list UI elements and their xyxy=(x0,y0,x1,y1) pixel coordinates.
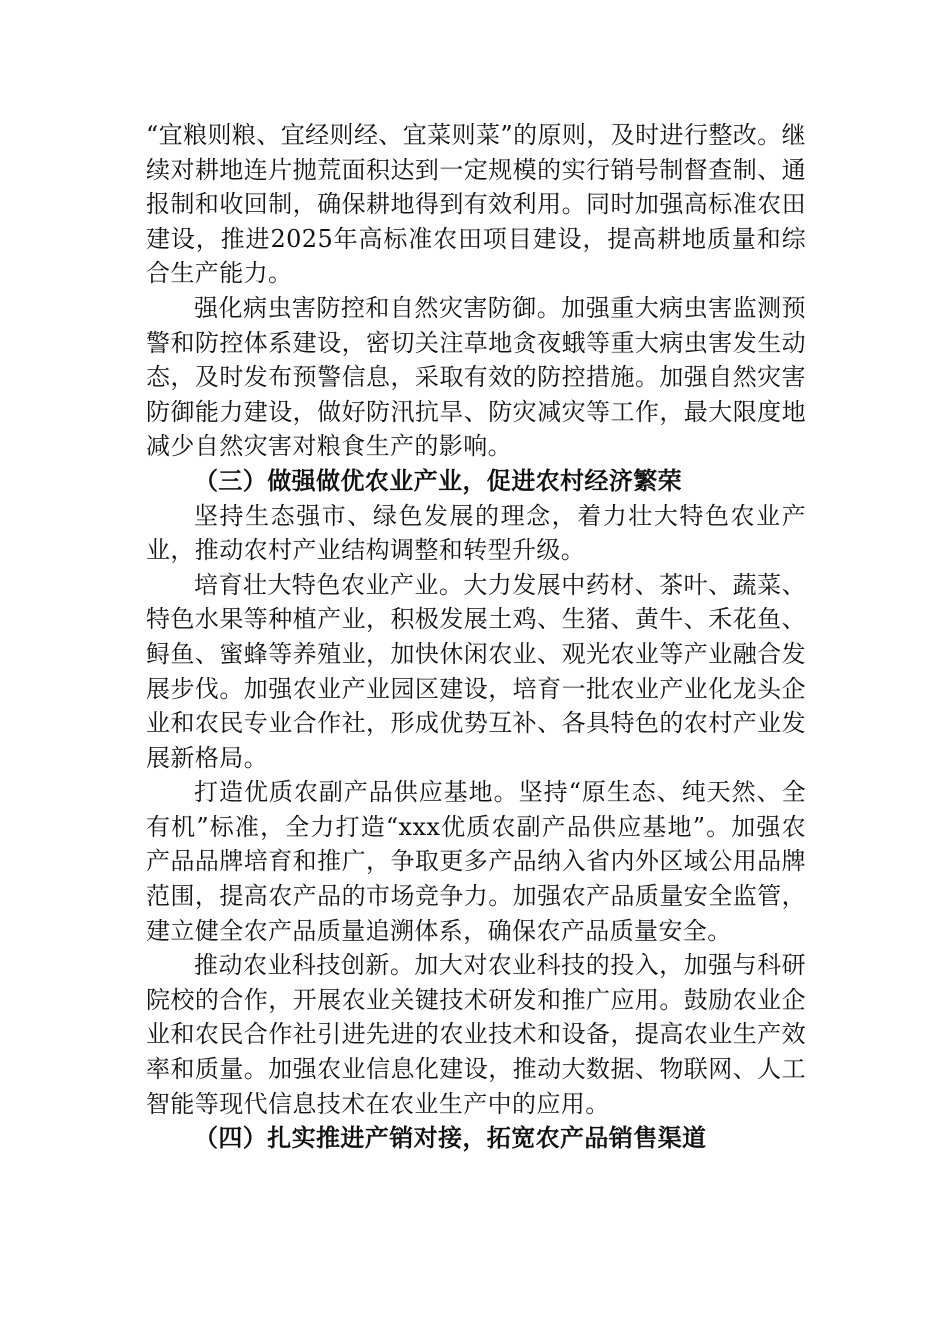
paragraph-ecology-intro: 坚持生态强市、绿色发展的理念，着力壮大特色农业产业，推动农村产业结构调整和转型升级。 xyxy=(146,501,806,565)
paragraph-supply-base: 打造优质农副产品供应基地。坚持“原生态、纯天然、全有机”标准，全力打造“xxx优质农副产品供应基地”。加强农产品品牌培育和推广，争取更多产品纳入省内外区域公用品牌范围，提高农产品的市场竞争力。加强农产品质量安全监管，建立健全农产品质量追溯体系，确保农产品质量安全。 xyxy=(146,778,806,945)
document-page xyxy=(146,118,806,1156)
section-heading-4: （四）扎实推进产销对接，拓宽农产品销售渠道 xyxy=(194,1123,707,1153)
paragraph-pest-control: 强化病虫害防控和自然灾害防御。加强重大病虫害监测预警和防控体系建设，密切关注草地贪夜蛾等重大病虫害发生动态，及时发布预警信息，采取有效的防控措施。加强自然灾害防御能力建设，做好防汛抗旱、防灾减灾等工作，最大限度地减少自然灾害对粮食生产的影响。 xyxy=(146,293,806,461)
paragraph-continuation: “宜粮则粮、宜经则经、宜菜则菜”的原则，及时进行整改。继续对耕地连片抛荒面积达到一定规模的实行销号制督查制、通报制和收回制，确保耕地得到有效利用。同时加强高标准农田建设，推进2025年高标准农田项目建设，提高耕地质量和综合生产能力。 xyxy=(146,121,806,288)
section-heading-3: （三）做强做优农业产业，促进农村经济繁荣 xyxy=(194,465,682,495)
paragraph-industry: 培育壮大特色农业产业。大力发展中药材、茶叶、蔬菜、特色水果等种植产业，积极发展土鸡、生猪、黄牛、禾花鱼、鲟鱼、蜜蜂等养殖业，加快休闲农业、观光农业等产业融合发展步伐。加强农业产业园区建设，培育一批农业产业化龙头企业和农民专业合作社，形成优势互补、各具特色的农村产业发展新格局。 xyxy=(146,570,806,772)
paragraph-tech-innovation: 推动农业科技创新。加大对农业科技的投入，加强与科研院校的合作，开展农业关键技术研发和推广应用。鼓励农业企业和农民合作社引进先进的农业技术和设备，提高农业生产效率和质量。加强农业信息化建设，推动大数据、物联网、人工智能等现代信息技术在农业生产中的应用。 xyxy=(146,951,806,1118)
